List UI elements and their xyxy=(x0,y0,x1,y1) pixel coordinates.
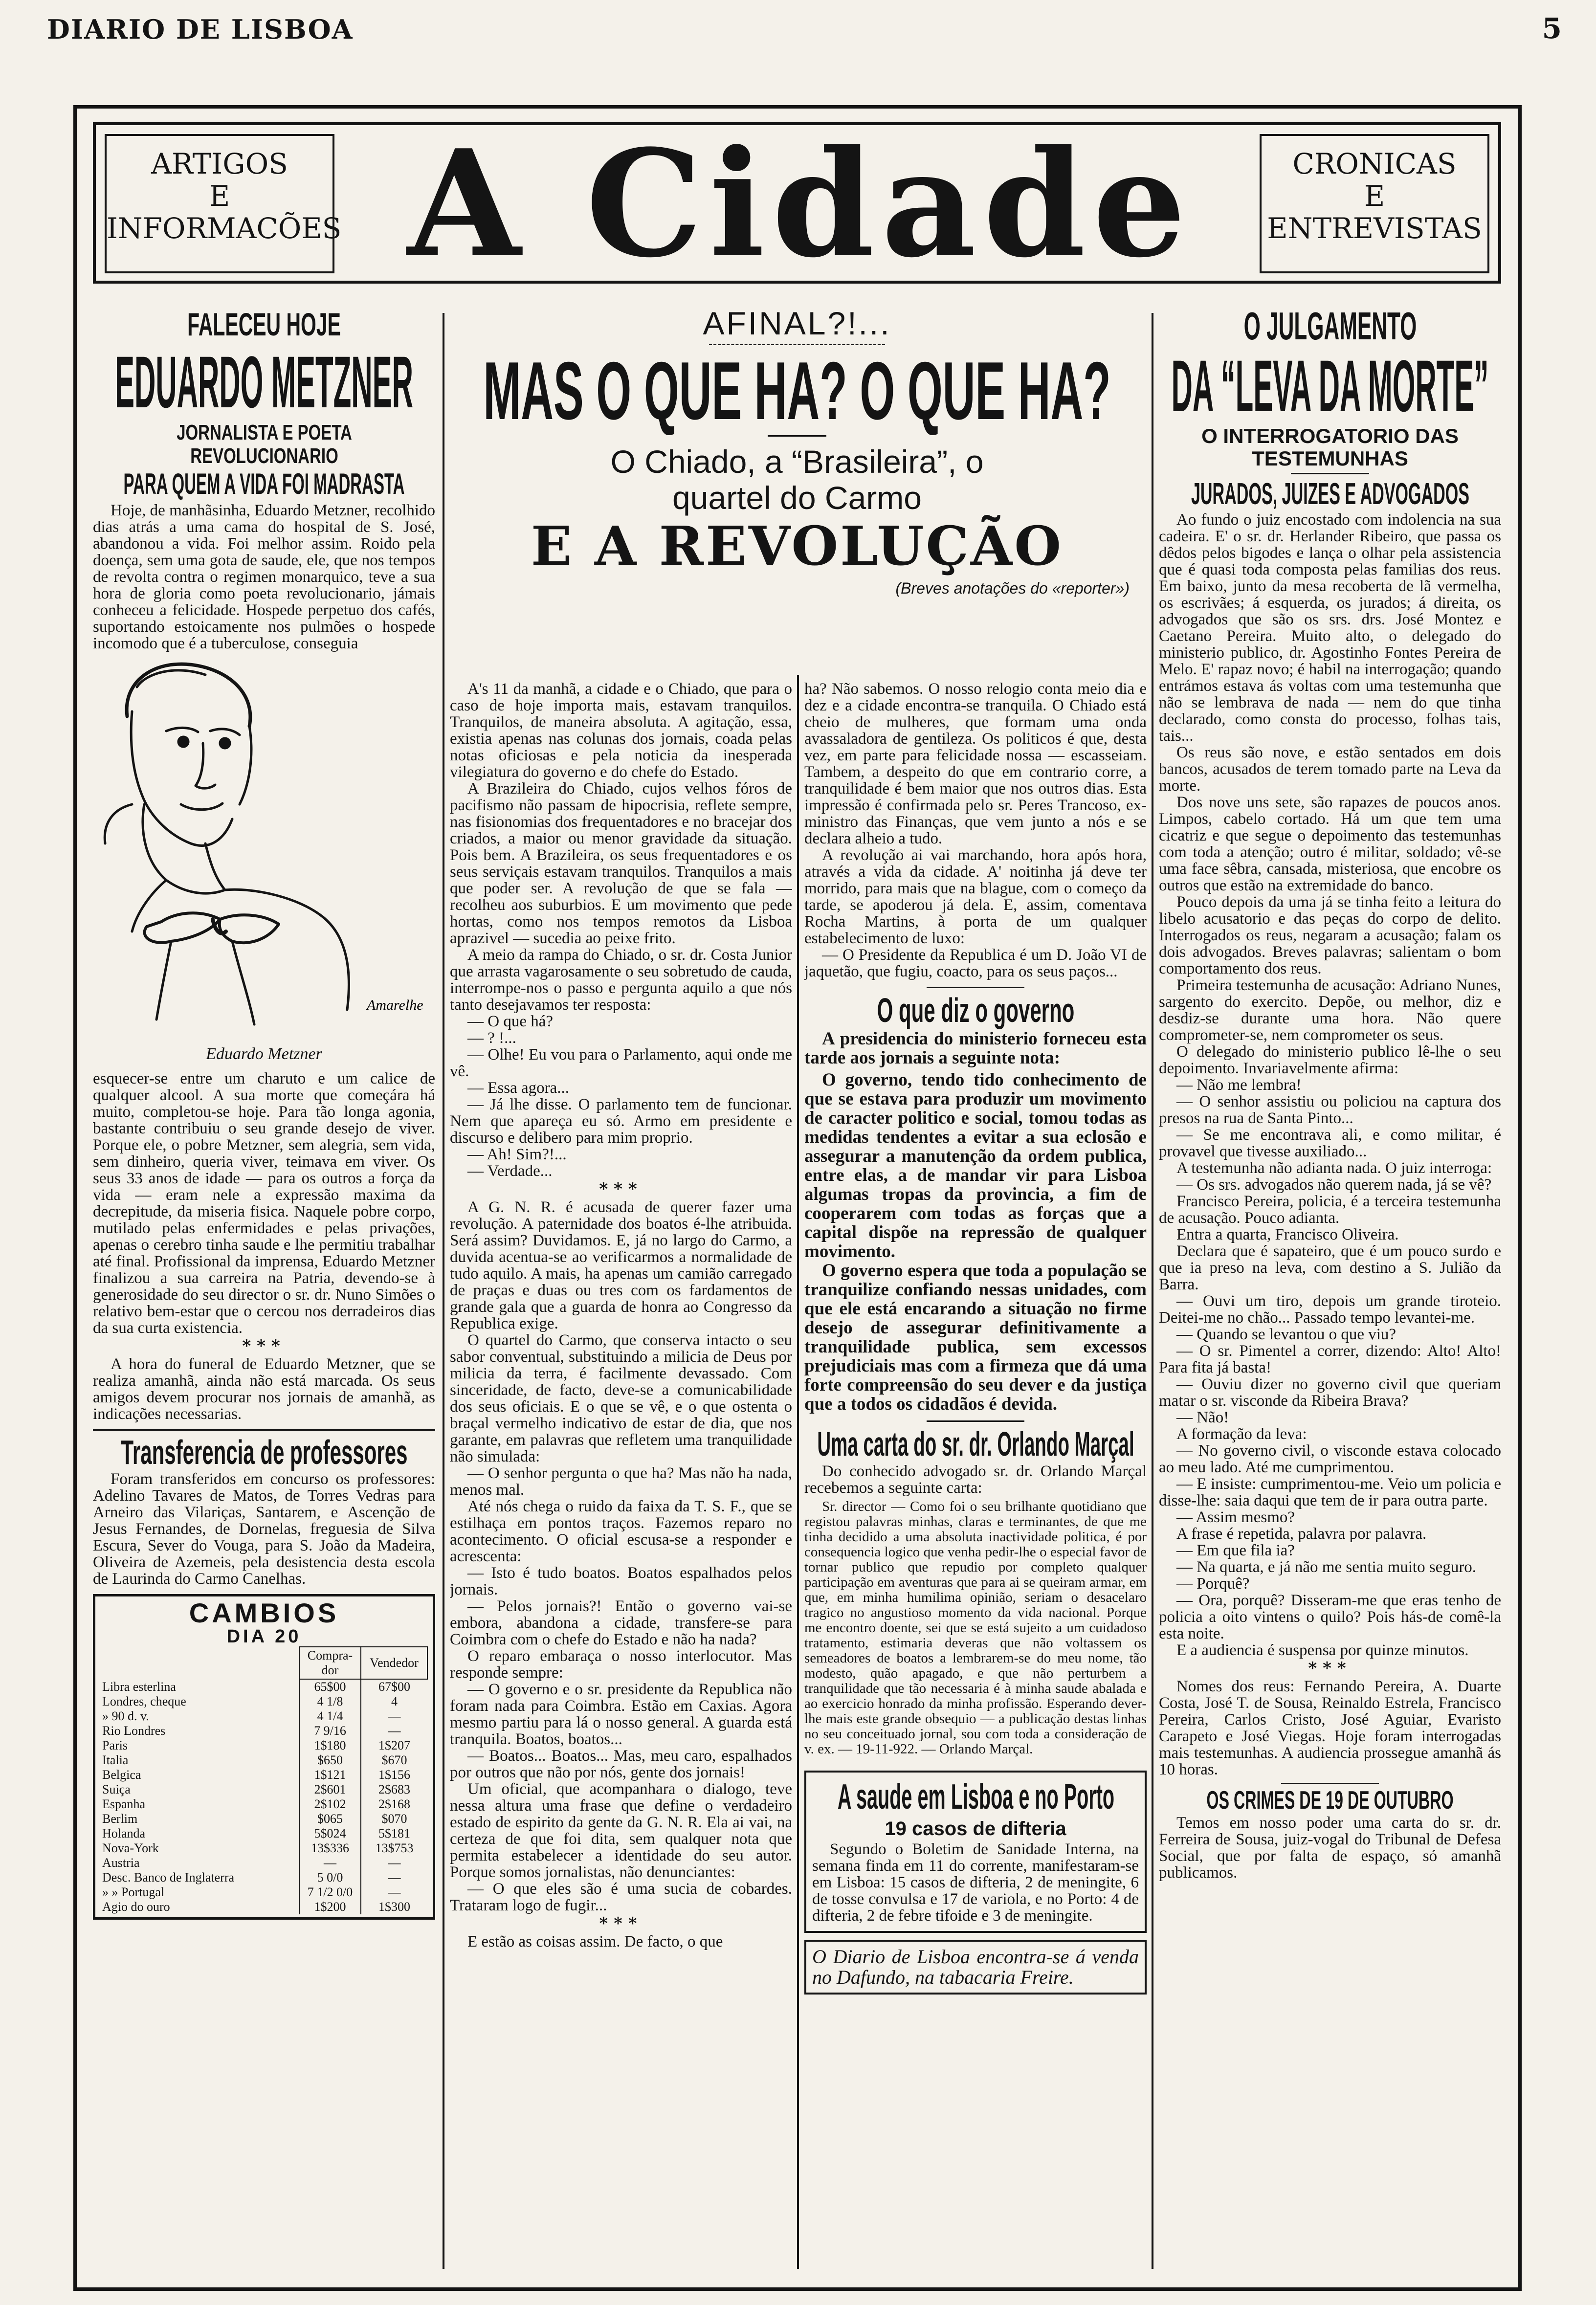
revolution-article-col3 xyxy=(804,681,1147,980)
section-title: A Cidade xyxy=(407,117,1193,290)
government-intro-text: A presidencia do ministerio forneceu esta tarde aos jornais a seguinte nota: xyxy=(804,1029,1147,1068)
exchange-buy-rate: $065 xyxy=(299,1812,361,1826)
obituary-lead-text: Hoje, de manhãsinha, Eduardo Metzner, recolhido dias atrás a uma cama do hospital de S. José, abandonou a vida. Foi melhor assim. Roido pela doença, sem uma gota de saude, ele, que nos tempos de revolta contra o regimen monarquico, teve a sua hora de gloria como poeta revolucionario, jámais conheceu a felicidade. Hospede perpetuo dos cafés, suportando estoicamente nos pulmões o hospede incomodo que é a tuberculose, conseguia xyxy=(93,502,435,652)
exchange-buy-rate: 5 0/0 xyxy=(299,1870,361,1885)
trial-paragraph-14: Nomes dos reus: Fernando Pereira, A. Duarte Costa, José T. de Sousa, Reinaldo Estrela, Francisco Pereira, Carlos Cristo, José Aguiar, Evaristo Carapeto e José Viegas. Hoje foram interrogadas mais testemunhas. A audiencia prossegue amanhã ás 10 horas. xyxy=(1159,1678,1501,1778)
obituary-subhead-2: REVOLUCIONARIO xyxy=(190,444,338,468)
exchange-row xyxy=(100,1885,427,1900)
exchange-buy-rate: 2$601 xyxy=(299,1782,361,1797)
exchange-currency: Austria xyxy=(102,1856,140,1870)
masthead-right-line-3: ENTREVISTAS xyxy=(1267,212,1482,245)
obituary-subhead-3: PARA QUEM A VIDA FOI MADRASTA xyxy=(123,467,405,500)
exchange-row xyxy=(100,1753,427,1768)
revolution-paragraph-6: O quartel do Carmo, que conserva intacto o seu sabor conventual, substituindo a milicia de Deus por milicia da terra, é facilmente devassado. Com sinceridade, de facto, deve-se a comunicabilidade dos seus oficiais. E o que se vê, e o que ostenta o braçal vermelho indicativo de estar de dia, que nos garante, em palavras que refletem uma tranquilidade não simulada: xyxy=(450,1331,792,1465)
exchange-sell-rate: 4 xyxy=(361,1694,427,1709)
exchange-row xyxy=(100,1900,427,1914)
exchange-currency: Belgica xyxy=(102,1768,141,1782)
exchange-sell-rate: $070 xyxy=(361,1812,427,1826)
exchange-row xyxy=(100,1841,427,1856)
exchange-buy-rate: 2$102 xyxy=(299,1797,361,1812)
transfer-text: Foram transferidos em concurso os professores: Adelino Tavares de Matos, de Torres Vedras para Arneiro das Vilariças, Santarem, e Ascenção de Jesus Fernandes, de Dornelas, freguesia de Silva Escura, Sever do Vouga, para S. João da Madeira, Oliveira de Azemeis, pela desistencia desta escola de Laurinda do Carmo Canelhas. xyxy=(93,1470,435,1588)
exchange-row xyxy=(100,1797,427,1812)
revolution-paragraph-3: A meio da rampa do Chiado, o sr. dr. Costa Junior que arrasta vagarosamente o seu sobretudo de cauda, interrompe-nos o passo e pergunta aquilo a que nós tanto desejavamos ter resposta: xyxy=(450,946,792,1014)
crimes-article xyxy=(1159,1815,1501,1881)
promo-text: O Diario de Lisboa encontra-se á venda no Dafundo, na tabacaria Freire. xyxy=(812,1946,1139,1988)
masthead-right-line-2: E xyxy=(1364,179,1385,213)
obituary-continued xyxy=(93,1070,435,1336)
letter-intro xyxy=(804,1463,1147,1496)
masthead-left-line-3: INFORMACÕES xyxy=(107,212,342,245)
masthead-right-box xyxy=(1260,134,1489,273)
col3-paragraph-1: ha? Não sabemos. O nosso relogio conta meio dia e dez e a cidade encontra-se tranquila. O Chiado está cheio de mulheres, que formam uma onda avassaladora de gentileza. Os politicos é que, desta vez, em parte para felicidade nossa — escasseiam. Tambem, a despeito do que em contrario corre, a tranquilidade é bem maior que nos outros dias. Esta impressão é confirmada pelo sr. Peres Trancoso, ex-ministro das Finanças, que vem junto a nós e se declara alheio a tudo. xyxy=(804,681,1147,847)
letter-body-text: Sr. director — Como foi o seu brilhante quotidiano que registou palavras minhas, claras e terminantes, de que me tinha decidido a uma absoluta inactividade politica, é por consequencia logico que venha pedir-lhe o especial favor de tornar publico que repudio por completo qualquer participação em aventuras que para ai se queiram armar, em que, em minha humilima opinião, seriam o desacelaro tragico no angustioso momento da vida nacional. Porque me encontro doente, sei que se está sujeito a um cuidadoso tratamento, estimaria deveras que não voltassem os semeadores de boatos a lembrarem-se do meu nome, tão modesto, quão apagado, e que não perturbem a tranquilidade que tão necessaria é à minha saude abalada e ao exercicio honrado da minha profissão. Esperando dever-lhe mais este grande obsequio — a publicação destas linhas no seu conceituado jornal, sou com toda a consideração de v. ex. — 19-11-922. — Orlando Marçal. xyxy=(804,1499,1147,1757)
revolution-paragraph-11: O reparo embaraça o nosso interlocutor. Mas responde sempre: xyxy=(450,1647,792,1682)
exchange-buy-rate: 4 1/4 xyxy=(299,1709,361,1724)
column-3 xyxy=(804,681,1147,2275)
revolution-dialog-6: — Verdade... xyxy=(467,1162,553,1180)
government-intro xyxy=(804,1029,1147,1067)
divider xyxy=(927,987,1024,988)
trial-dialog-1: — Não me lembra! xyxy=(1176,1076,1302,1094)
trial-dialog-13: — Em que fila ia? xyxy=(1176,1542,1295,1559)
exchange-buy-rate: 1$200 xyxy=(299,1900,361,1914)
trial-paragraph-11: A formação da leva: xyxy=(1176,1425,1307,1443)
exchange-table xyxy=(100,1646,428,1914)
exchange-table-body xyxy=(100,1679,427,1914)
exchange-sell-rate: — xyxy=(361,1724,427,1738)
revolution-paragraph-14: Um oficial, que acompanhara o dialogo, teve nessa altura uma frase que define o verdadeiro estado de espirito da gente da G. N. R. Ela ai vai, na certeza de que foi dita, sem qualquer nota que permita estabelecer a identidade do seu autor. Porque somos jornalistas, não denunciantes: xyxy=(450,1780,792,1881)
trial-dialog-11: — E insiste: cumprimentou-me. Veio um policia e disse-lhe: saia daqui que tem de ir para outra parte. xyxy=(1159,1475,1501,1509)
exchange-currency: » 90 d. v. xyxy=(102,1709,149,1723)
caricature-drawing xyxy=(93,658,435,1029)
exchange-currency: Paris xyxy=(102,1738,128,1752)
trial-dialog-5: — Ouvi um tiro, depois um grande tiroteio. Deitei-me no chão... Passado tempo levantei-me. xyxy=(1159,1292,1501,1327)
revolution-dialog-1: — O que há? xyxy=(467,1013,554,1030)
revolution-paragraph-2: A Brazileira do Chiado, cujos velhos fóros de pacifismo não passam de hipocrisia, reflete sempre, nas fisionomias dos frequentadores e no bracejar dos criados, a maior ou menor gravidade da situação. Pois bem. A Brazileira, os seus frequentadores e os seus serviçais estavam tranquilos. Tranquilos a mais que poder ser. A revolução de que se fala — recolheu aos suburbios. E um movimento que pede hortas, como nos tempos remotos da Lisboa aprazivel — sucedia ao peixe frito. xyxy=(450,780,792,947)
trial-dialog-9: — Não! xyxy=(1176,1409,1229,1426)
health-box xyxy=(804,1771,1147,1933)
exchange-rates-box xyxy=(93,1594,435,1920)
obituary-kicker: FALECEU HOJE xyxy=(187,306,341,342)
exchange-currency: Holanda xyxy=(102,1826,146,1840)
government-note xyxy=(804,1070,1147,1414)
exchange-header-row xyxy=(100,1647,427,1679)
exchange-sell-rate: — xyxy=(361,1885,427,1900)
separator-stars: *** xyxy=(599,1179,643,1199)
exchange-header-seller: Vendedor xyxy=(361,1647,427,1679)
exchange-sell-rate: 5$181 xyxy=(361,1826,427,1841)
transfer-article xyxy=(93,1471,435,1587)
revolution-dialog-4: — Essa agora... xyxy=(467,1079,570,1097)
trial-subhead-2: JURADOS, JUIZES E ADVOGADOS xyxy=(1191,477,1470,511)
letter-headline: Uma carta do sr. dr. Orlando Marçal xyxy=(817,1425,1134,1463)
trial-paragraph-6: O delegado do ministerio publico lê-lhe o seu depoimento. Invariavelmente afirma: xyxy=(1159,1043,1501,1077)
exchange-sell-rate: 67$00 xyxy=(361,1679,427,1694)
separator-stars: *** xyxy=(242,1336,286,1356)
exchange-row xyxy=(100,1768,427,1782)
revolution-paragraph-16: E estão as coisas assim. De facto, o que xyxy=(467,1933,723,1950)
trial-paragraph-4: Pouco depois da uma já se tinha feito a leitura do libelo acusatorio e das peças do corpo de delito. Interrogados os reus, negaram a acusação; falam os dois advogados. Breves palavras; salientam o bom comportamento dos reus. xyxy=(1159,893,1501,977)
revolution-paragraph-9: — Isto é tudo boatos. Boatos espalhados pelos jornais. xyxy=(450,1564,792,1598)
government-note-2: O governo espera que toda a população se tranquilize confiando nessas unidades, com que ele está encarando a situação no firme desejo de assegurar definitivamente a tranquilidade publica, sem excessos prejudiciais mas com a firmeza que dá uma forte compreensão do seu dever e da justiça que a todos os cidadãos é devida. xyxy=(804,1261,1147,1414)
exchange-currency: Espanha xyxy=(102,1797,146,1811)
trial-dialog-14: — Na quarta, e já não me sentia muito seguro. xyxy=(1176,1558,1477,1576)
column-1 xyxy=(93,306,435,2281)
divider xyxy=(927,1420,1024,1422)
exchange-buy-rate: — xyxy=(299,1856,361,1870)
trial-headline: DA “LEVA DA MORTE” xyxy=(1171,345,1489,427)
caricature-illustration xyxy=(93,658,435,1044)
revolution-dialog-5: — Ah! Sim?!... xyxy=(467,1146,567,1163)
trial-dialog-10: — No governo civil, o visconde estava colocado ao meu lado. Até me cumprimentou. xyxy=(1159,1442,1501,1476)
masthead-right-line-1: CRONICAS xyxy=(1292,147,1457,180)
caricature-signature: Amarelhe xyxy=(367,997,423,1013)
exchange-header-buyer: Compra-dor xyxy=(299,1647,361,1679)
revolution-header xyxy=(450,306,1144,677)
exchange-sell-rate: 2$683 xyxy=(361,1782,427,1797)
exchange-buy-rate: $650 xyxy=(299,1753,361,1768)
exchange-row xyxy=(100,1694,427,1709)
revolution-deck: O Chiado, a “Brasileira”, o quartel do Carmo xyxy=(610,443,984,516)
trial-paragraph-2: Os reus são nove, e estão sentados em dois bancos, acusados de terem tomado parte na Leva da morte. xyxy=(1159,744,1501,795)
exchange-sell-rate: 1$300 xyxy=(361,1900,427,1914)
trial-paragraph-5: Primeira testemunha de acusação: Adriano Nunes, sargento do exercito. Depõe, ou melhor, diz e desdiz-se durante uma hora. Não quere comprometer-se, nem comprometer os seus. xyxy=(1159,976,1501,1044)
exchange-buy-rate: 5$024 xyxy=(299,1826,361,1841)
revolution-headline-2: E A REVOLUÇÃO xyxy=(531,514,1064,577)
revolution-dialog-2: — ? !... xyxy=(467,1029,516,1047)
divider xyxy=(1281,1783,1379,1784)
revolution-paragraph-5: A G. N. R. é acusada de querer fazer uma revolução. A paternidade dos boatos é-lhe atribuida. Será assim? Duvidamos. E, já no largo do Carmo, a duvida acentua-se ao verificarmos a normalidade de tudo aquilo. A mais, ha apenas um camião carregado de praças e duas ou tres com os fardamentos de grande gala que a guarda de honra ao Congresso da Republica exige. xyxy=(450,1198,792,1332)
crimes-headline: OS CRIMES DE 19 DE OUTUBRO xyxy=(1206,1786,1454,1815)
revolution-kicker: AFINAL?!... xyxy=(703,306,891,341)
exchange-currency: Suiça xyxy=(102,1782,131,1796)
health-headline: A saude em Lisboa e no Porto xyxy=(837,1777,1115,1817)
trial-dialog-3: — Se me encontrava ali, e como militar, é provavel que tivesse auxiliado... xyxy=(1159,1126,1501,1160)
exchange-row xyxy=(100,1709,427,1724)
trial-kicker: O JULGAMENTO xyxy=(1243,306,1417,348)
revolution-paragraph-1: A's 11 da manhã, a cidade e o Chiado, que para o caso de hoje importa mais, estavam tranquilos. Tranquilos, de maneira absoluta. A agitação, essa, existia apenas nas colunas dos jornais, coada pelas notas oficiosas e pela noticia da inesperada vilegiatura do governo e do chefe do Estado. xyxy=(450,681,792,781)
exchange-currency: Rio Londres xyxy=(102,1724,166,1738)
trial-article xyxy=(1159,511,1501,1659)
column-4 xyxy=(1159,306,1501,2281)
exchange-row xyxy=(100,1856,427,1870)
revolution-paragraph-7: — O senhor pergunta o que ha? Mas não ha nada, menos mal. xyxy=(450,1464,792,1499)
revolution-dialog-3: — Olhe! Eu vou para o Parlamento, aqui onde me vê. xyxy=(450,1046,792,1080)
trial-paragraph-9: Entra a quarta, Francisco Oliveira. xyxy=(1176,1226,1399,1243)
masthead-left-line-1: ARTIGOS xyxy=(151,147,288,180)
exchange-buy-rate: 7 9/16 xyxy=(299,1724,361,1738)
funeral-note xyxy=(93,1356,435,1422)
funeral-note-text: A hora do funeral de Eduardo Metzner, que se realiza amanhã, ainda não está marcada. Os seus amigos devem procurar nos jornais de amanhã, as indicações necessarias. xyxy=(93,1355,435,1423)
running-head: DIARIO DE LISBOA xyxy=(47,14,354,45)
trial-dialog-16: — Ora, porquê? Disseram-me que eras tenho de policia a oito vintens o quilo? Pois hás-de comê-la esta noite. xyxy=(1159,1592,1501,1642)
exchange-currency: Libra esterlina xyxy=(102,1679,176,1694)
trial-dialog-15: — Porquê? xyxy=(1176,1575,1250,1593)
exchange-currency: Nova-York xyxy=(102,1841,159,1855)
revolution-paragraph-12: — O governo e o sr. presidente da Republica não foram nada para Coimbra. Estão em Caxias. Agora mesmo partiu para lá o nosso general. A guarda está tranquila. Boatos, boatos... xyxy=(450,1681,792,1748)
col3-paragraph-3: — O Presidente da Republica é um D. João VI de jaquetão, que fugiu, coacto, para os seus paços... xyxy=(804,946,1147,980)
trial-dialog-6: — Quando se levantou o que viu? xyxy=(1176,1326,1396,1343)
health-text: Segundo o Boletim de Sanidade Interna, na semana finda em 11 do corrente, manifestaram-se em Lisboa: 15 casos de difteria, 2 de meningite, 6 de tosse convulsa e 17 de variola, e no Porto: 4 de difteria, 2 de febre tifoide e 3 de meningite. xyxy=(812,1840,1139,1925)
exchange-row xyxy=(100,1724,427,1738)
separator-stars: *** xyxy=(1308,1659,1352,1678)
exchange-row xyxy=(100,1679,427,1694)
letter-body xyxy=(804,1499,1147,1757)
obituary-subhead-1: JORNALISTA E POETA xyxy=(177,421,352,444)
revolution-paragraph-10: — Pelos jornais?! Então o governo vai-se embora, abandona a cidade, transfere-se para Coimbra com o chefe do Estado e não ha nada? xyxy=(450,1597,792,1648)
trial-paragraph-1: Ao fundo o juiz encostado com indolencia na sua cadeira. E' o sr. dr. Herlander Ribeiro, que passa os dêdos pelos bigodes e lança o olhar pela assistencia que é quasi toda composta pelas familias dos reus. Em baixo, junto da mesa recoberta de lã vermelha, os escrivães; á esquerda, os jurados; á direita, os advogados que são os srs. drs. José Montez e Caetano Pereira. Muito alto, o delegado do ministerio publico, dr. Agostinho Fontes Pereira de Melo. E' rapaz novo; é habil na interrogação; quando entrámos estava ás voltas com uma testemunha que não se lembrava de nada — nem do que tinha declarado, como consta do processo, folhas tais, tais... xyxy=(1159,511,1501,745)
trial-dialog-7: — O sr. Pimentel a correr, dizendo: Alto! Alto! Para fita já basta! xyxy=(1159,1342,1501,1376)
trial-dialog-4: — Os srs. advogados não querem nada, já se vê? xyxy=(1176,1176,1492,1194)
transfer-headline: Transferencia de professores xyxy=(121,1433,408,1471)
section-masthead xyxy=(93,117,1501,290)
exchange-sell-rate: 2$168 xyxy=(361,1797,427,1812)
letter-intro-text: Do conhecido advogado sr. dr. Orlando Marçal recebemos a seguinte carta: xyxy=(804,1463,1147,1497)
exchange-buy-rate: 1$180 xyxy=(299,1738,361,1753)
crimes-text: Temos em nosso poder uma carta do sr. dr. Ferreira de Sousa, juiz-vogal do Tribunal de Defesa Social, que por falta de espaço, só amanhã publicamos. xyxy=(1159,1814,1501,1882)
exchange-sell-rate: 13$753 xyxy=(361,1841,427,1856)
exchange-date: DIA 20 xyxy=(226,1626,302,1647)
trial-paragraph-8: Francisco Pereira, policia, é a terceira testemunha de acusação. Pouco adianta. xyxy=(1159,1193,1501,1227)
obituary-continued-text: esquecer-se entre um charuto e um calice de qualquer alcool. A sua morte que começára há muito, completou-se hoje. Para tão longa agonia, bastante contribuiu o seu grande desejo de viver. Porque ele, o pobre Metzner, sem alegria, sem vida, sem dinheiro, queria viver, teimava em viver. Os seus 33 anos de idade — para os outros a força da vida — eram nele a expressão maxima da decrepitude, da miseria fisica. Naquele pobre corpo, mutilado pelas enfermidades e pelas privações, apenas o cerebro tinha saude e lhe permitiu trabalhar até final. Profissional da imprensa, Eduardo Metzner finalizou a sua carreira na Patria, devendo-se à generosidade do seu director o sr. dr. Nuno Simões o relativo bem-estar que o cercou nos derradeiros dias da sua curta existencia. xyxy=(93,1070,435,1337)
exchange-sell-rate: 1$156 xyxy=(361,1768,427,1782)
revolution-headline: MAS O QUE HA? O QUE HA? xyxy=(483,345,1111,437)
exchange-row xyxy=(100,1826,427,1841)
health-article xyxy=(812,1841,1139,1924)
exchange-sell-rate: — xyxy=(361,1870,427,1885)
page-number: 5 xyxy=(1542,12,1562,45)
exchange-sell-rate: — xyxy=(361,1709,427,1724)
trial-dialog-8: — Ouviu dizer no governo civil que queriam matar o sr. visconde da Ribeira Brava? xyxy=(1159,1375,1501,1410)
revolution-article xyxy=(450,681,792,1179)
exchange-currency: Agio do ouro xyxy=(102,1900,170,1914)
obituary-lead xyxy=(93,502,435,652)
exchange-buy-rate: 65$00 xyxy=(299,1679,361,1694)
exchange-currency: Desc. Banco de Inglaterra xyxy=(102,1870,234,1884)
trial-subhead-1: O INTERROGATORIO DAS TESTEMUNHAS xyxy=(1201,424,1459,470)
divider xyxy=(93,1429,435,1431)
health-subhead: 19 casos de difteria xyxy=(885,1818,1066,1840)
exchange-currency: Berlim xyxy=(102,1812,138,1826)
trial-paragraph-3: Dos nove uns sete, são rapazes de poucos anos. Limpos, cabelo cortado. Há um que tem uma cicatriz e que segue o depoimento das testemunhas com toda a atenção; outro é militar, soldado; vê-se uma face sêbra, cansada, misteriosa, que encobre os outros que estão na extremidade do banco. xyxy=(1159,794,1501,894)
obituary-headline: EDUARDO METZNER xyxy=(115,341,413,423)
trial-dialog-12: — Assim mesmo? xyxy=(1176,1508,1295,1526)
exchange-row xyxy=(100,1812,427,1826)
government-headline: O que diz o governo xyxy=(877,991,1075,1029)
exchange-sell-rate: — xyxy=(361,1856,427,1870)
column-2 xyxy=(450,681,792,2275)
masthead-left-line-2: E xyxy=(209,179,230,213)
exchange-sell-rate: $670 xyxy=(361,1753,427,1768)
exchange-buy-rate: 7 1/2 0/0 xyxy=(299,1885,361,1900)
revolution-paragraph-15: — O que eles são é uma sucia de cobardes. Trataram logo de fugir... xyxy=(450,1880,792,1914)
government-note-1: O governo, tendo tido conhecimento de que se estava para produzir um movimento de caracter politico e social, tomou todas as medidas tendentes a evitar a sua eclosão e assegurar a manutenção da ordem publica, entre elas, a de mandar vir para Lisboa algumas tropas da provincia, a fim de cooperarem com todas as forças que a capital dispõe na repressão de qualquer movimento. xyxy=(804,1070,1147,1262)
exchange-buy-rate: 1$121 xyxy=(299,1768,361,1782)
exchange-row xyxy=(100,1870,427,1885)
trial-paragraph-10: Declara que é sapateiro, que é um pouco surdo e que ia preso na leva, com destino a S. Julião da Barra. xyxy=(1159,1242,1501,1293)
column-rule-2 xyxy=(797,675,799,2269)
trial-dialog-2: — O senhor assistiu ou policiou na captura dos presos na rua de Santa Pinto... xyxy=(1159,1093,1501,1127)
separator-stars-2: *** xyxy=(599,1914,643,1933)
exchange-currency: » » Portugal xyxy=(102,1885,165,1899)
column-rule-3 xyxy=(1152,313,1153,2269)
exchange-buy-rate: 13$336 xyxy=(299,1841,361,1856)
exchange-row xyxy=(100,1738,427,1753)
revolution-article-end xyxy=(450,1933,792,1950)
revolution-paragraph-13: — Boatos... Boatos... Mas, meu caro, espalhados por outros que não por nós, gente dos jornais! xyxy=(450,1747,792,1781)
promo-box xyxy=(804,1940,1147,1995)
masthead-left-box xyxy=(105,134,342,273)
revolution-paragraph-4: — Já lhe disse. O parlamento tem de funcionar. Nem que apareça eu só. Armo em presidente e discurso e delibero para mim proprio. xyxy=(450,1096,792,1147)
column-rule-1 xyxy=(443,313,444,2269)
revolution-byline: (Breves anotações do «reporter») xyxy=(895,579,1130,597)
exchange-row xyxy=(100,1782,427,1797)
trial-paragraph-12: A frase é repetida, palavra por palavra. xyxy=(1176,1525,1427,1543)
exchange-currency: Londres, cheque xyxy=(102,1694,186,1708)
exchange-sell-rate: 1$207 xyxy=(361,1738,427,1753)
exchange-title: CAMBIOS xyxy=(189,1597,339,1628)
revolution-article-continued xyxy=(450,1199,792,1914)
divider xyxy=(1291,473,1369,474)
trial-paragraph-13: E a audiencia é suspensa por quinze minutos. xyxy=(1176,1641,1469,1659)
exchange-header-empty xyxy=(100,1647,299,1679)
exchange-buy-rate: 4 1/8 xyxy=(299,1694,361,1709)
trial-defendants xyxy=(1159,1678,1501,1778)
trial-paragraph-7: A testemunha não adianta nada. O juiz interroga: xyxy=(1176,1159,1492,1177)
caricature-caption: Eduardo Metzner xyxy=(206,1045,322,1063)
revolution-paragraph-8: Até nós chega o ruido da faixa da T. S. F., que se estilhaça em pontos traços. Fazemos reparo no acontecimento. O oficial escusa-se a responder e acrescenta: xyxy=(450,1498,792,1565)
col3-paragraph-2: A revolução ai vai marchando, hora após hora, através a vida da cidade. A' noitinha já deve ter morrido, para mais que na blague, com o começo da tarde, se apoderou já dela. E, assim, comentava Rocha Martins, à porta de um qualquer estabelecimento de luxo: xyxy=(804,846,1147,947)
exchange-currency: Italia xyxy=(102,1753,129,1767)
